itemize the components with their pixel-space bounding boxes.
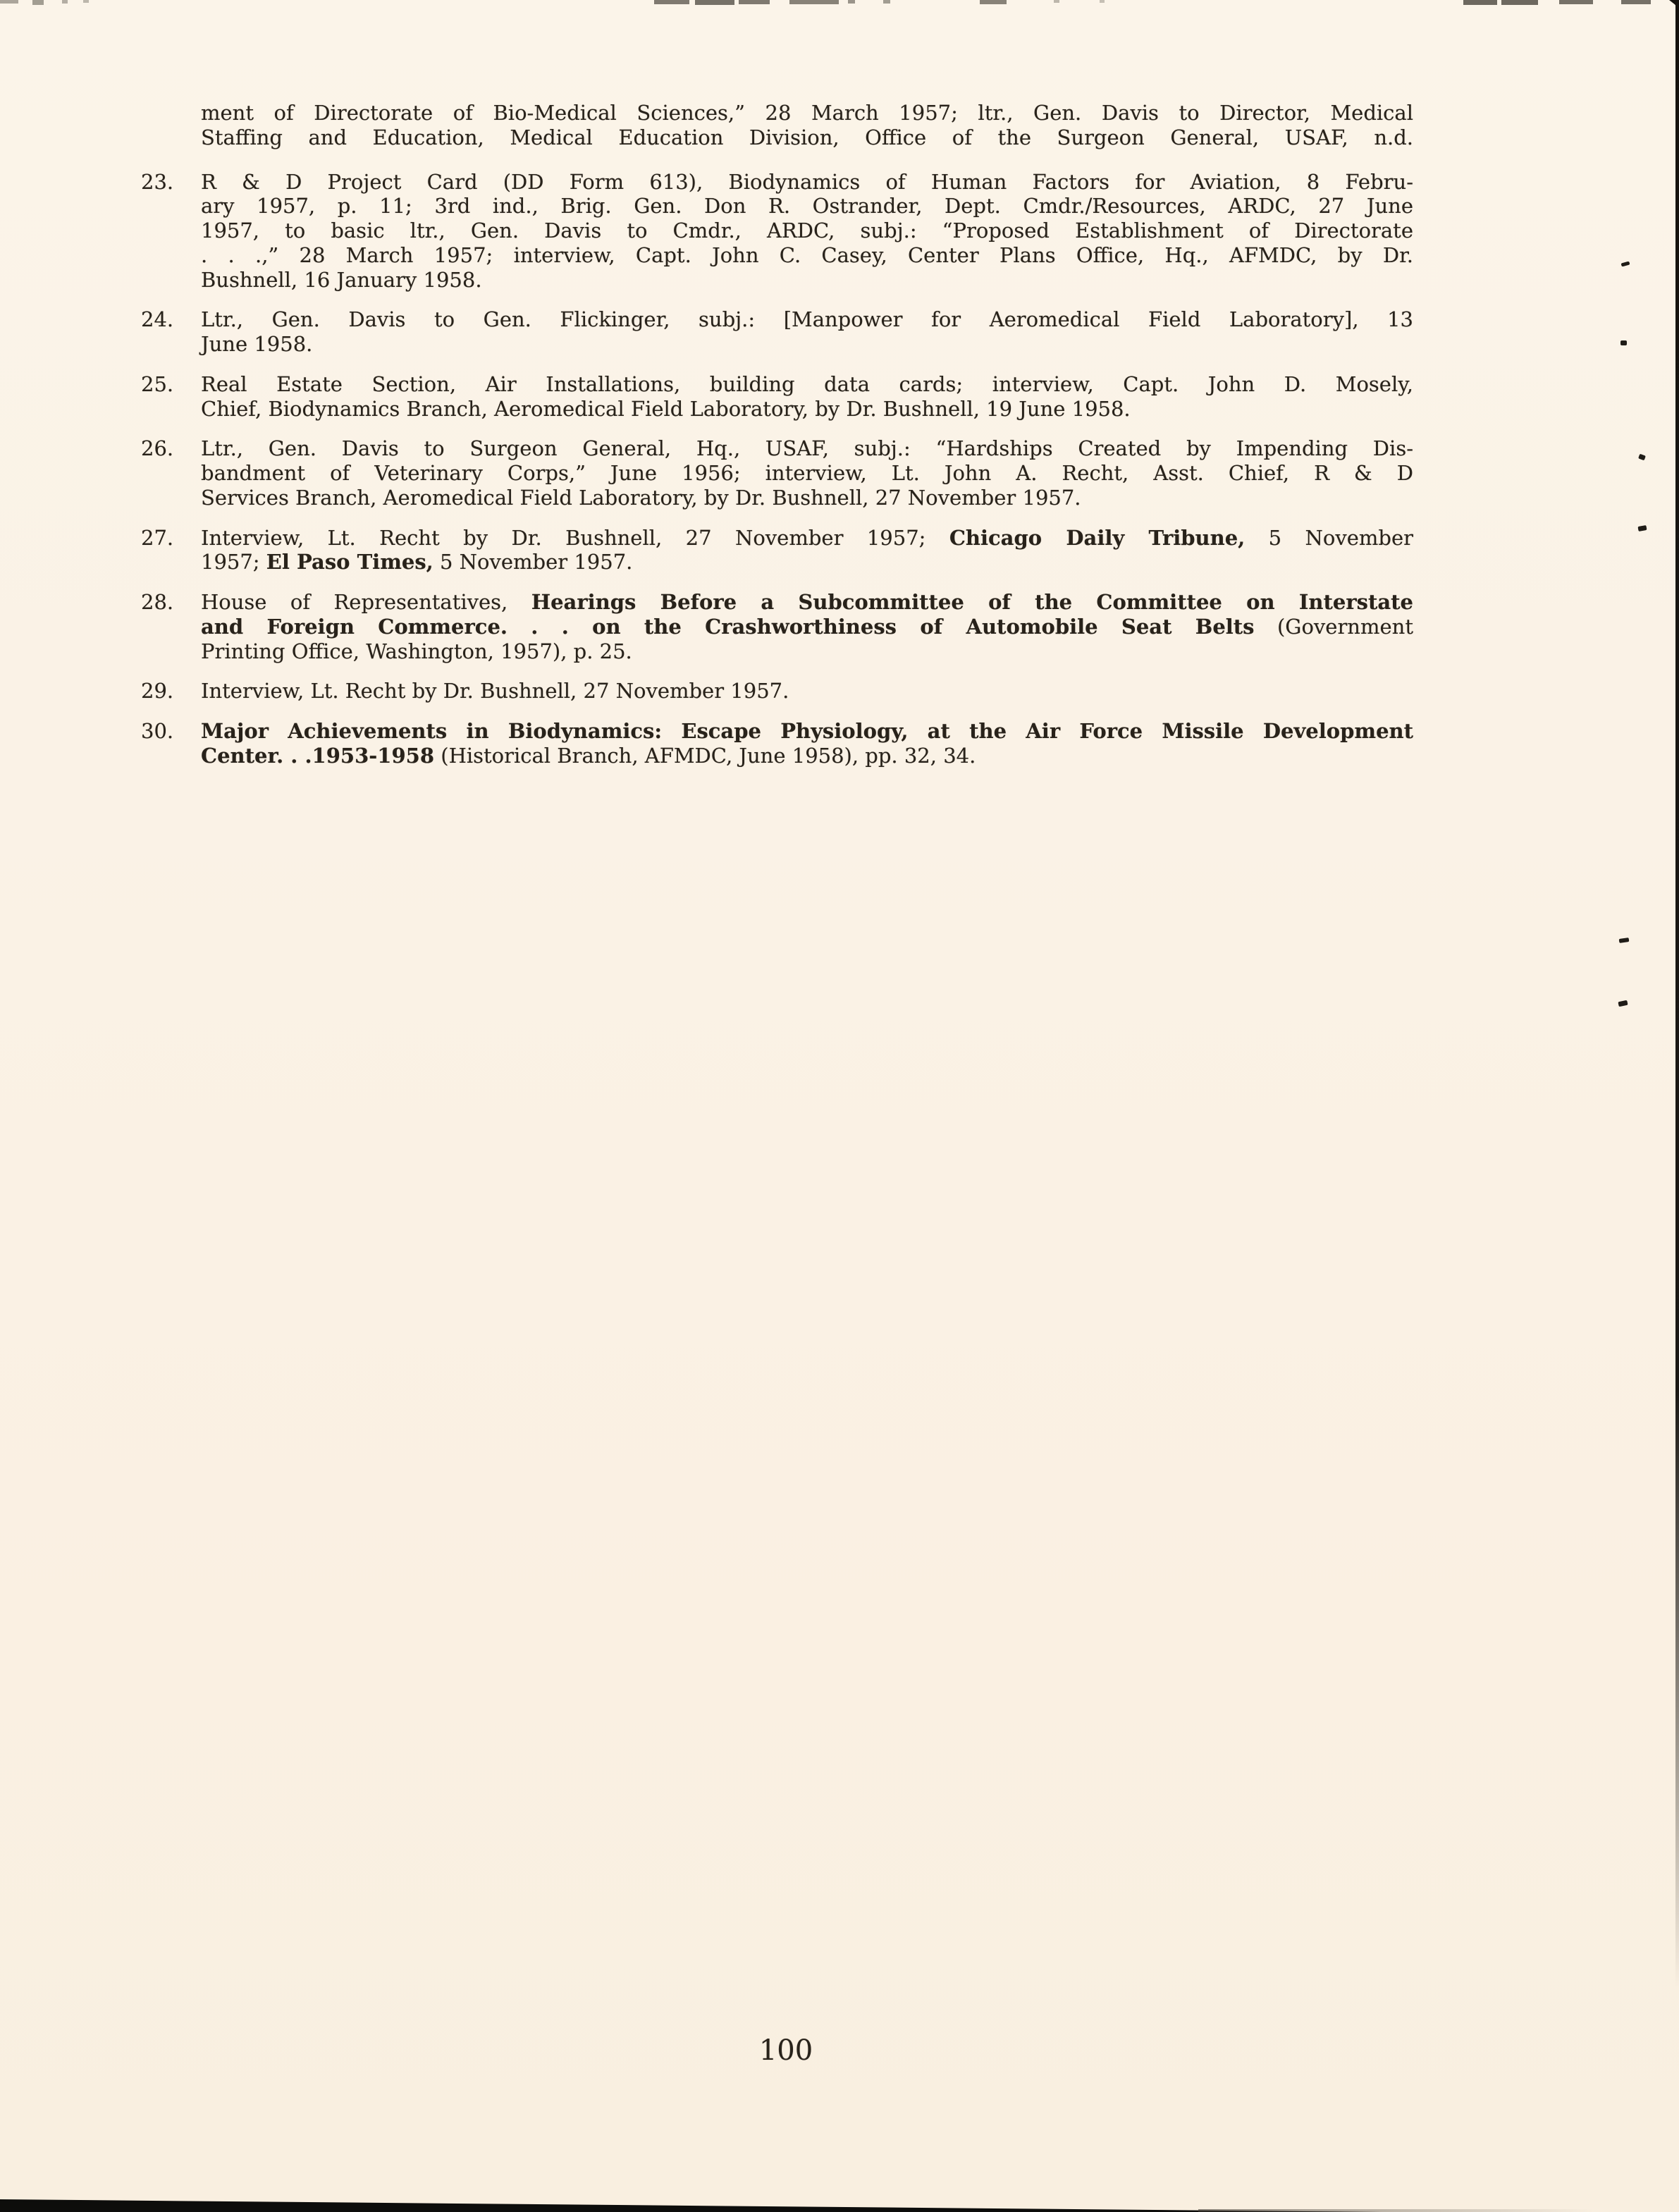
reference-text xyxy=(201,372,1413,422)
top-edge-scan-mark xyxy=(739,0,770,4)
text-line xyxy=(201,307,1413,332)
reference-number: 28. xyxy=(141,590,174,614)
text-line xyxy=(201,101,1413,125)
top-edge-scan-mark xyxy=(848,0,855,4)
top-edge-scan-mark xyxy=(32,0,44,5)
top-edge-scan-mark xyxy=(654,0,689,4)
text-line xyxy=(201,526,1413,551)
text-line xyxy=(201,194,1413,219)
text-segment: bandment of Veterinary Corps,” June 1956; interview, Lt. John A. Recht, Asst. Chief, R & D xyxy=(201,461,1413,485)
top-edge-scan-mark xyxy=(883,0,890,4)
text-segment: Services Branch, Aeromedical Field Laboratory, by Dr. Bushnell, 27 November 1957. xyxy=(201,485,1081,510)
top-edge-scan-mark xyxy=(83,0,89,3)
ink-speck xyxy=(1638,454,1646,461)
ink-speck xyxy=(1620,340,1627,345)
text-line xyxy=(201,550,1413,574)
bold-text-segment: Chicago Daily Tribune, xyxy=(949,525,1246,550)
reference-number: 25. xyxy=(141,371,174,396)
text-line xyxy=(201,125,1413,150)
reference-item xyxy=(141,679,1413,703)
reference-number: 23. xyxy=(141,169,174,194)
text-line xyxy=(201,268,1413,293)
reference-number: 26. xyxy=(141,436,174,461)
text-line xyxy=(201,219,1413,243)
text-line xyxy=(201,486,1413,510)
reference-number: 30. xyxy=(141,719,174,743)
text-line xyxy=(201,436,1413,461)
top-edge-scan-mark xyxy=(695,0,734,5)
top-edge-scan-mark xyxy=(1463,0,1497,5)
text-segment: Bushnell, 16 January 1958. xyxy=(201,267,482,292)
text-segment: R & D Project Card (DD Form 613), Biodynamics of Human Factors for Aviation, 8 Febru- xyxy=(201,169,1413,194)
top-edge-scan-mark xyxy=(980,0,1007,4)
text-line xyxy=(201,170,1413,195)
reference-text xyxy=(201,679,1413,703)
text-segment: Chief, Biodynamics Branch, Aeromedical Field Laboratory, by Dr. Bushnell, 19 June 1958. xyxy=(201,396,1131,421)
text-line xyxy=(201,372,1413,397)
page-number: 100 xyxy=(758,2034,813,2067)
text-line xyxy=(201,397,1413,422)
text-segment: Interview, Lt. Recht by Dr. Bushnell, 27 November 1957; xyxy=(201,525,949,550)
text-line xyxy=(201,639,1413,664)
top-edge-scan-mark xyxy=(1621,0,1651,4)
text-line xyxy=(201,590,1413,615)
text-segment: Interview, Lt. Recht by Dr. Bushnell, 27 November 1957. xyxy=(201,679,789,703)
text-segment: June 1958. xyxy=(201,332,313,356)
text-line xyxy=(201,679,1413,703)
ink-speck xyxy=(1619,938,1630,943)
text-segment: Real Estate Section, Air Installations, building data cards; interview, Capt. John D. Mosely, xyxy=(201,371,1413,396)
top-edge-scan-mark xyxy=(62,0,68,4)
text-segment: Staffing and Education, Medical Education Division, Office of the Surgeon General, USAF, n.d. xyxy=(201,125,1413,149)
text-line xyxy=(201,461,1413,486)
reference-item xyxy=(141,590,1413,663)
reference-item xyxy=(141,170,1413,293)
references-list xyxy=(141,170,1413,768)
bold-text-segment: and Foreign Commerce. . . on the Crashworthiness of Automobile Seat Belts xyxy=(201,614,1255,639)
top-edge-scan-mark xyxy=(1054,0,1059,3)
reference-text xyxy=(201,590,1413,663)
reference-number: 27. xyxy=(141,525,174,550)
reference-number: 24. xyxy=(141,307,174,332)
ink-speck xyxy=(1637,525,1647,532)
text-segment: . . .,” 28 March 1957; interview, Capt. John C. Casey, Center Plans Office, Hq., AFMDC, by Dr. xyxy=(201,242,1413,267)
reference-item xyxy=(141,307,1413,357)
text-segment: Ltr., Gen. Davis to Gen. Flickinger, subj.: [Manpower for Aeromedical Field Laboratory], 13 xyxy=(201,307,1413,332)
reference-item xyxy=(141,719,1413,768)
top-edge-scan-mark xyxy=(789,0,839,4)
reference-item xyxy=(141,526,1413,575)
text-segment: (Government xyxy=(1254,614,1413,639)
text-segment: Printing Office, Washington, 1957), p. 25. xyxy=(201,639,632,663)
continuation-paragraph xyxy=(201,101,1413,150)
text-line xyxy=(201,744,1413,768)
top-edge-scan-mark xyxy=(1100,0,1105,3)
text-segment: Ltr., Gen. Davis to Surgeon General, Hq., USAF, subj.: “Hardships Created by Impending Dis- xyxy=(201,436,1413,461)
reference-text xyxy=(201,170,1413,293)
bold-text-segment: Center. . .1953-1958 xyxy=(201,743,435,768)
reference-text xyxy=(201,719,1413,768)
top-edge-scan-mark xyxy=(0,0,18,4)
right-edge-scan-line xyxy=(1675,0,1679,1988)
ink-speck xyxy=(1621,262,1630,267)
text-segment: 1957, to basic ltr., Gen. Davis to Cmdr., ARDC, subj.: “Proposed Establishment of Directorate xyxy=(201,219,1413,242)
text-segment: (Historical Branch, AFMDC, June 1958), pp. 32, 34. xyxy=(434,743,976,768)
reference-text xyxy=(201,526,1413,575)
reference-item xyxy=(141,372,1413,422)
text-segment: 5 November 1957. xyxy=(433,550,633,574)
text-segment: ment of Directorate of Bio-Medical Sciences,” 28 March 1957; ltr., Gen. Davis to Director, Medical xyxy=(201,101,1413,125)
page-content xyxy=(141,101,1413,784)
bold-text-segment: Hearings Before a Subcommittee of the Committee on Interstate xyxy=(531,590,1413,614)
text-line xyxy=(201,332,1413,357)
text-segment: ary 1957, p. 11; 3rd ind., Brig. Gen. Don R. Ostrander, Dept. Cmdr./Resources, ARDC, 27 June xyxy=(201,194,1413,219)
text-line xyxy=(201,615,1413,639)
reference-text xyxy=(201,436,1413,510)
top-edge-scan-mark xyxy=(1501,0,1538,5)
text-line xyxy=(201,719,1413,744)
text-segment: 1957; xyxy=(201,550,266,574)
ink-speck xyxy=(1618,1000,1628,1007)
bottom-edge-scan-shadow xyxy=(0,2198,1382,2212)
text-segment: 5 November xyxy=(1245,525,1414,550)
bold-text-segment: Major Achievements in Biodynamics: Escape Physiology, at the Air Force Missile Development xyxy=(201,719,1413,743)
reference-number: 29. xyxy=(141,679,174,703)
top-edge-scan-mark xyxy=(1559,0,1593,4)
text-segment: House of Representatives, xyxy=(201,590,531,614)
text-line xyxy=(201,243,1413,268)
bottom-edge-scan-fade xyxy=(1198,2209,1593,2212)
reference-text xyxy=(201,307,1413,357)
reference-item xyxy=(141,436,1413,510)
bold-text-segment: El Paso Times, xyxy=(266,550,433,574)
